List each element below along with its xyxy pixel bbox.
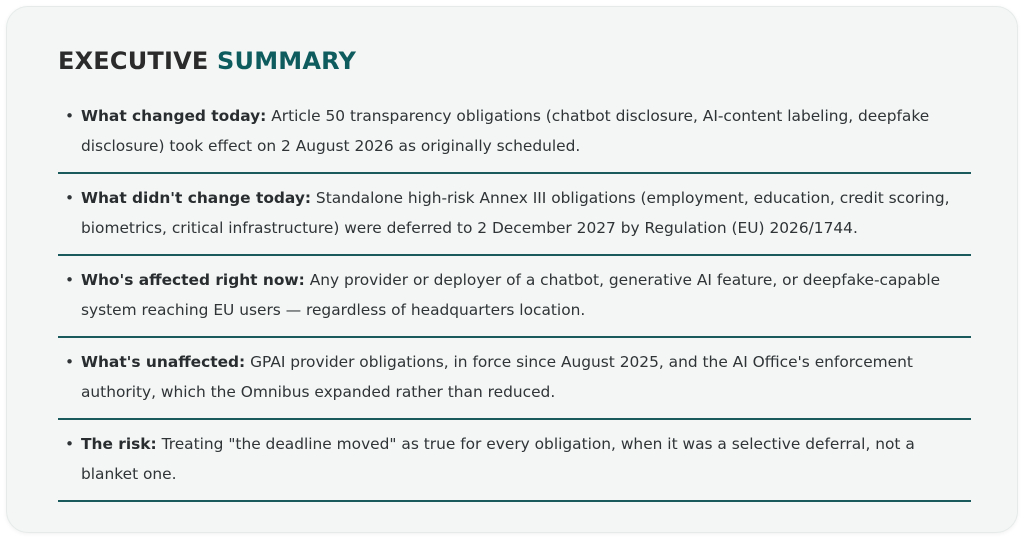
page-title	[58, 45, 356, 77]
summary-item-whats-unaffected	[58, 338, 971, 420]
bullet-icon: •	[65, 271, 75, 289]
item-label: What changed today:	[81, 107, 267, 125]
item-label: What didn't change today:	[81, 189, 312, 207]
bullet-icon: •	[65, 353, 75, 371]
bullet-icon: •	[65, 189, 75, 207]
summary-card	[6, 6, 1018, 533]
summary-item-what-didnt-change	[58, 174, 971, 256]
item-text: Any provider or deployer of a chatbot, generative AI feature, or deepfake-capable system reaching EU users — regardless of headquarters location.	[81, 271, 941, 319]
item-label: Who's affected right now:	[81, 271, 305, 289]
summary-item-whos-affected	[58, 256, 971, 338]
item-text: Article 50 transparency obligations (chatbot disclosure, AI-content labeling, deepfake disclosure) took effect on 2 August 2026 as originally scheduled.	[81, 107, 930, 155]
item-label: The risk:	[81, 435, 157, 453]
item-text: Treating "the deadline moved" as true for every obligation, when it was a selective deferral, not a blanket one.	[81, 435, 915, 483]
title-main: EXECUTIVE	[58, 47, 209, 75]
item-text: GPAI provider obligations, in force since August 2025, and the AI Office's enforcement authority, which the Omnibus expanded rather than reduced.	[81, 353, 913, 401]
bullet-icon: •	[65, 107, 75, 125]
title-accent: SUMMARY	[217, 47, 357, 75]
bullet-icon: •	[65, 435, 75, 453]
summary-item-the-risk	[58, 420, 971, 502]
item-text: Standalone high-risk Annex III obligations (employment, education, credit scoring, biometrics, critical infrastructure) were deferred to 2 December 2027 by Regulation (EU) 2026/1744.	[81, 189, 950, 237]
item-label: What's unaffected:	[81, 353, 246, 371]
summary-list	[58, 92, 971, 502]
summary-item-what-changed	[58, 92, 971, 174]
